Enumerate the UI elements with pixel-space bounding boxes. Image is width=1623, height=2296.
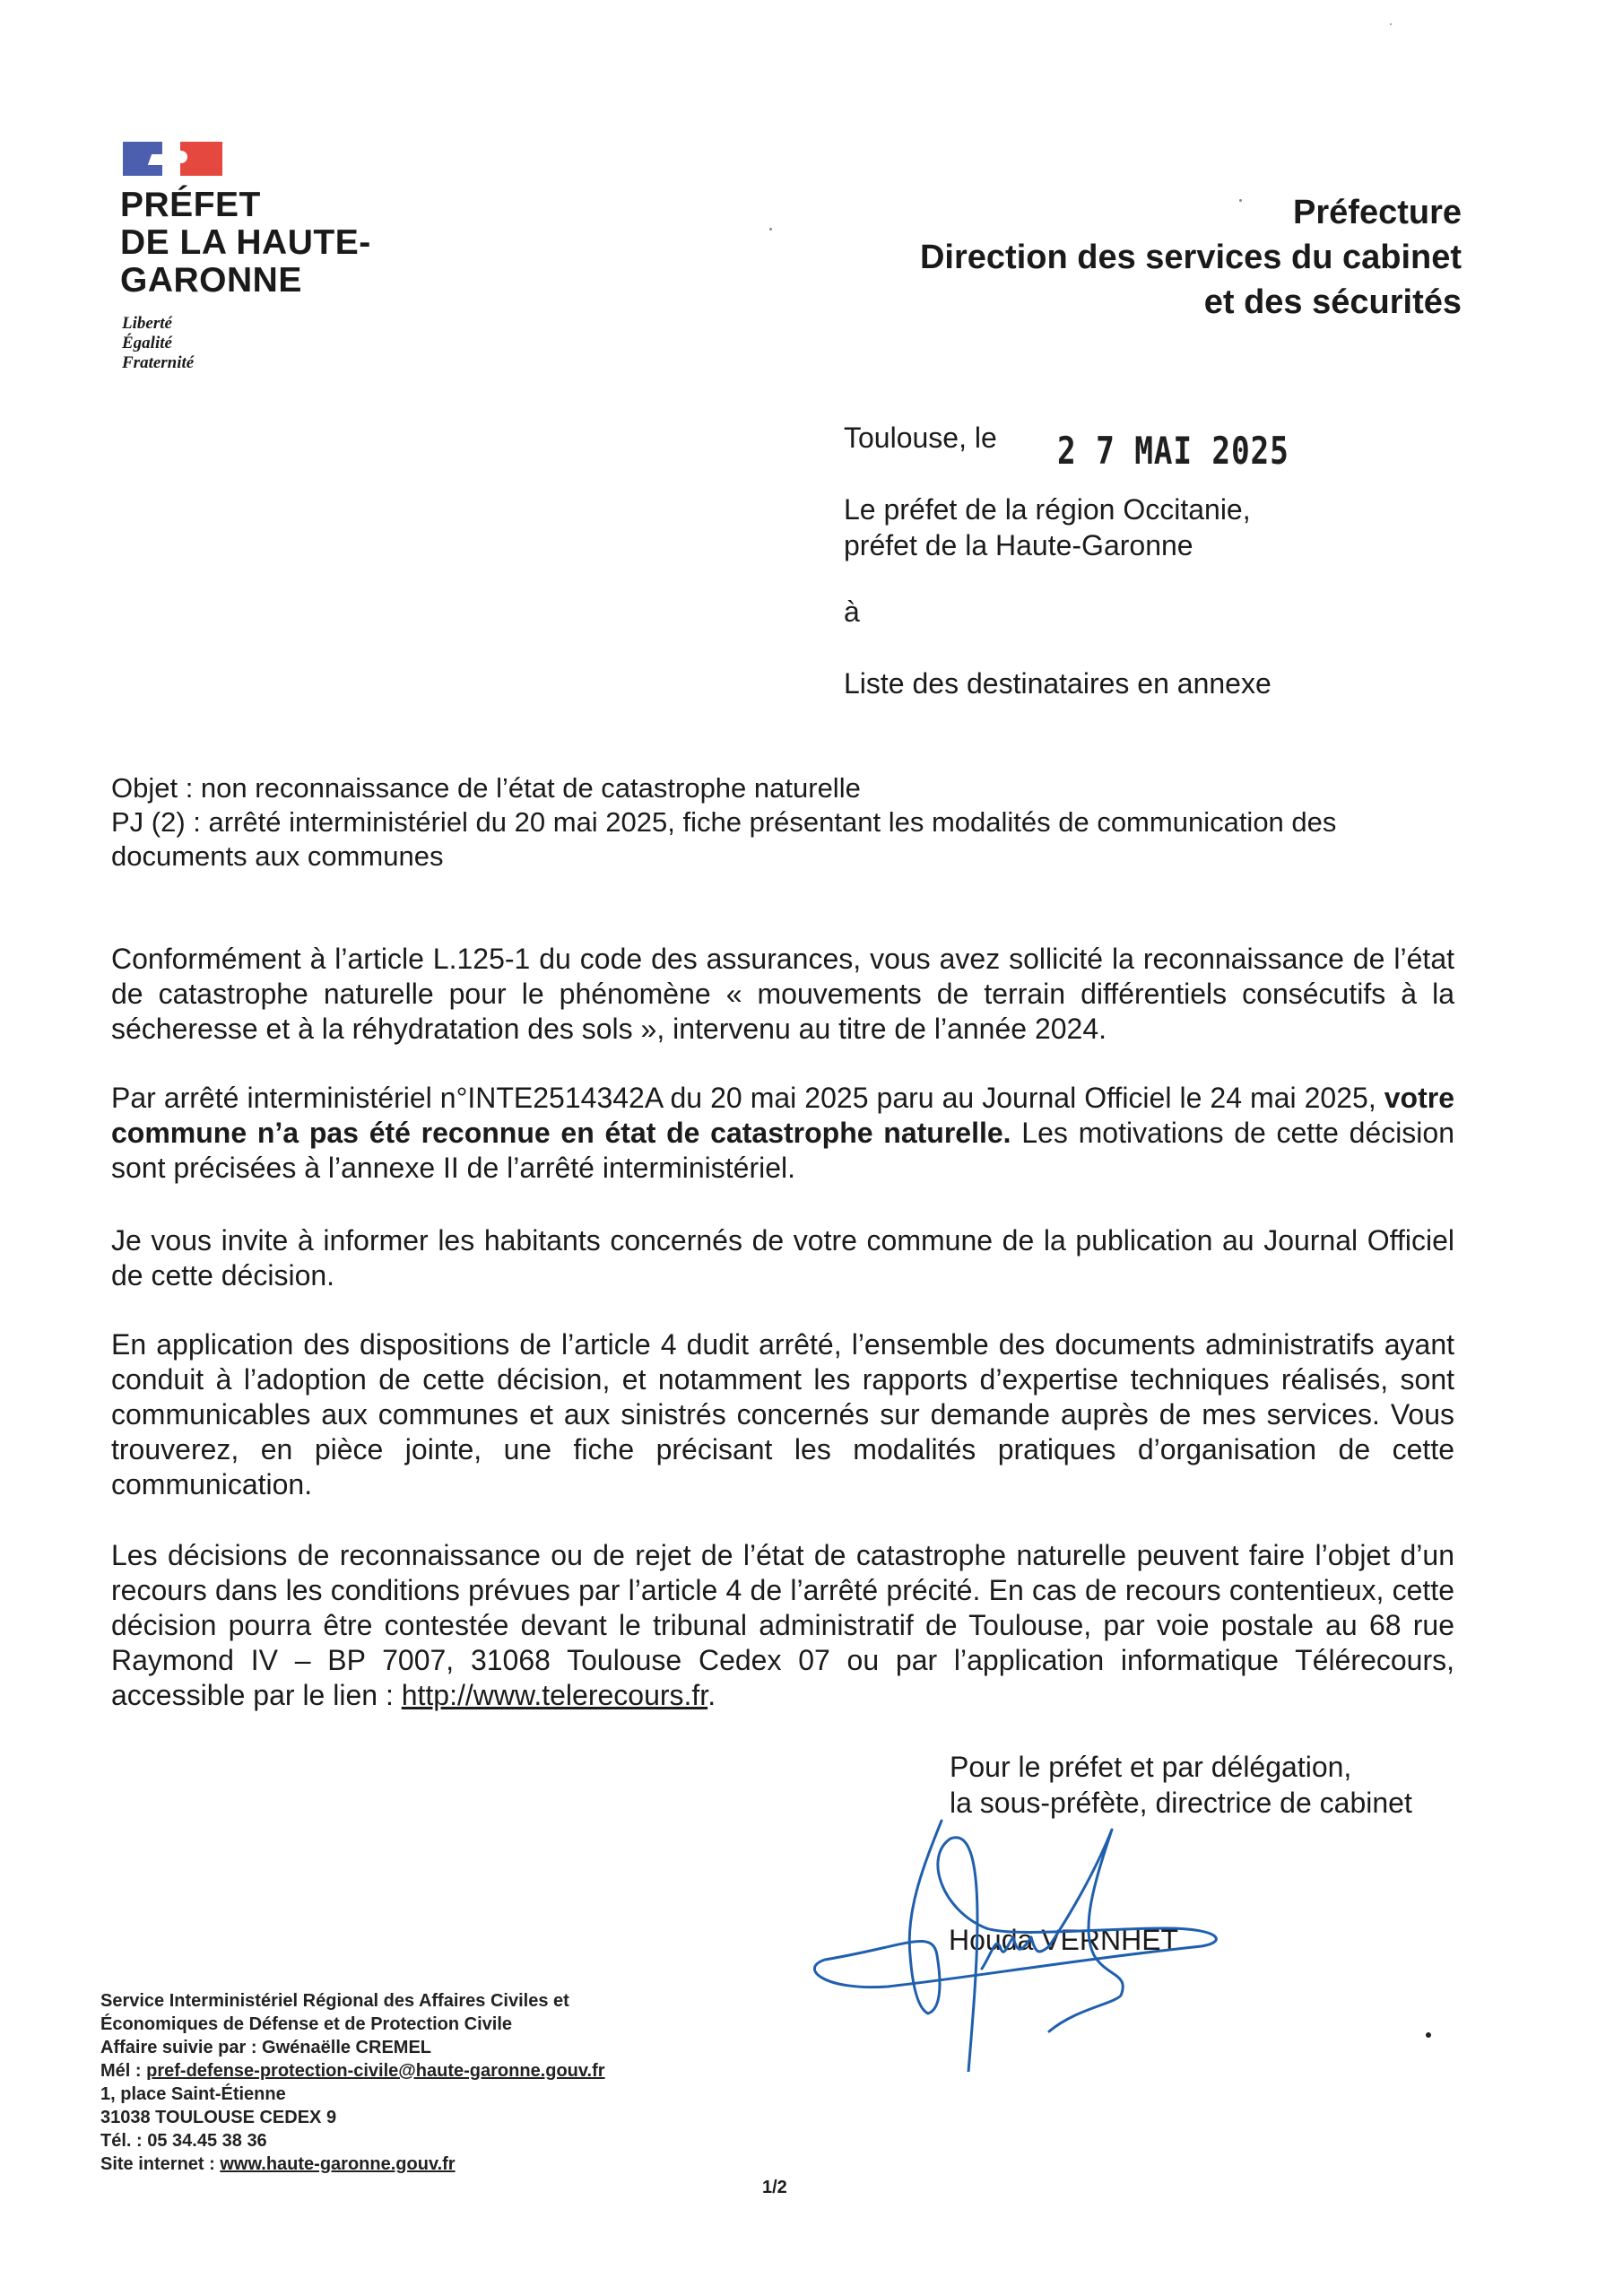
service-header-line: Préfecture — [1293, 194, 1462, 231]
body-paragraph-5 — [111, 1538, 1454, 1713]
prefect-title-line: GARONNE — [120, 261, 302, 300]
footer-service-line: Service Interministériel Régional des Affaires Civiles et — [100, 1991, 569, 2011]
signature-stroke — [814, 1821, 1216, 2013]
delegation-line: la sous-préfète, directrice de cabinet — [950, 1787, 1412, 1819]
email-link[interactable]: pref-defense-protection-civile@haute-garonne.gouv.fr — [146, 2061, 605, 2081]
footer-website-row — [100, 2152, 605, 2176]
body-paragraph-4: En application des dispositions de l’article 4 dudit arrêté, l’ensemble des documents administratifs ayant conduit à l’adoption de cette décision, et notamment les rapports d’expertise techniques réalisés, sont communicables aux communes et aux sinistrés concernés sur demande auprès de mes services. Vous trouverez, en pièce jointe, une fiche précisant les modalités pratiques d’organisation de cette communication. — [111, 1328, 1454, 1500]
sender-line: préfet de la Haute-Garonne — [844, 529, 1193, 561]
service-header-line: Direction des services du cabinet — [919, 239, 1462, 276]
signer-name: Houda VERNHET — [949, 1924, 1179, 1956]
sender-block — [844, 491, 1251, 563]
object-subject: Objet : non reconnaissance de l’état de catastrophe naturelle — [111, 772, 861, 804]
prefect-title-line: DE LA HAUTE- — [120, 223, 371, 262]
delegation-line: Pour le préfet et par délégation, — [950, 1751, 1352, 1783]
motto-line: Liberté — [122, 314, 172, 333]
marianne-flag-logo — [123, 142, 222, 176]
prefect-title — [120, 187, 371, 300]
footer-followed-by: Affaire suivie par : Gwénaëlle CREMEL — [100, 2038, 431, 2057]
motto-line: Fraternité — [122, 353, 195, 372]
scan-speck — [1390, 23, 1392, 25]
object-block — [111, 771, 1456, 874]
body-paragraph-3: Je vous invite à informer les habitants concernés de votre commune de la publication au Journal Officiel de cette décision. — [111, 1224, 1454, 1292]
date-stamp: 2 7 MAI 2025 — [1057, 429, 1289, 473]
decision-emphasis: votre commune n’a pas été reconnue en état de catastrophe naturelle. — [111, 1082, 1454, 1149]
place-label: Toulouse, le — [844, 422, 997, 454]
page-number: 1/2 — [762, 2178, 787, 2197]
flag-marianne-profile — [148, 154, 168, 165]
sender-line: Le préfet de la région Occitanie, — [844, 493, 1251, 526]
recipients-line: Liste des destinataires en annexe — [844, 667, 1271, 700]
scan-speck — [1426, 2032, 1431, 2038]
body-paragraph-2 — [111, 1081, 1454, 1186]
handwritten-signature-icon — [807, 1803, 1309, 2072]
footer-service-line: Économiques de Défense et de Protection Civile — [100, 2014, 513, 2034]
paragraph-text: . — [707, 1679, 716, 1711]
website-label: Site internet : — [100, 2154, 221, 2174]
paragraph-text: Les décisions de reconnaissance ou de rejet de l’état de catastrophe naturelle peuvent faire l’objet d’un recours dans les conditions prévues par l’article 4 de l’arrêté précité. En cas de recours contentieux, cette décision pourra être contestée devant le tribunal administratif de Toulouse, par voie postale au 68 rue Raymond IV – BP 7007, 31068 Toulouse Cedex 07 ou par l’application informatique Télérecours, accessible par le lien : — [111, 1539, 1454, 1711]
scan-speck — [1239, 199, 1242, 202]
footer-address: 31038 TOULOUSE CEDEX 9 — [100, 2108, 337, 2127]
paragraph-text: Par arrêté interministériel n°INTE2514342A du 20 mai 2025 paru au Journal Officiel le 24 mai 2025, — [111, 1082, 1384, 1114]
body-paragraph-1: Conformément à l’article L.125-1 du code des assurances, vous avez sollicité la reconnaissance de l’état de catastrophe naturelle pour le phénomène « mouvements de terrain différentiels consécutifs à la sécheresse et à la réhydratation des sols », intervenu au titre de l’année 2024. — [111, 943, 1454, 1045]
service-header-line: et des sécurités — [1203, 283, 1462, 321]
email-label: Mél : — [100, 2061, 147, 2081]
telerecours-link[interactable]: http://www.telerecours.fr — [401, 1679, 708, 1711]
republic-motto — [122, 314, 194, 373]
prefect-title-line: PRÉFET — [120, 186, 261, 224]
service-header — [920, 190, 1462, 325]
paragraph-text: Les motivations de cette décision sont précisées à l’annexe II de l’arrêté interministériel. — [111, 1117, 1455, 1184]
scan-speck — [769, 228, 772, 230]
motto-line: Égalité — [122, 334, 172, 352]
website-link[interactable]: www.haute-garonne.gouv.fr — [220, 2154, 456, 2174]
to-label: à — [844, 596, 860, 628]
footer-address: 1, place Saint-Étienne — [100, 2084, 286, 2104]
object-attachments: PJ (2) : arrêté interministériel du 20 mai 2025, fiche présentant les modalités de communication des documents aux communes — [111, 806, 1337, 872]
footer-email-row — [100, 2059, 605, 2083]
footer-contact — [100, 1989, 605, 2176]
footer-phone: Tél. : 05 34.45 38 36 — [100, 2131, 267, 2151]
signature-stroke — [938, 1838, 986, 2072]
